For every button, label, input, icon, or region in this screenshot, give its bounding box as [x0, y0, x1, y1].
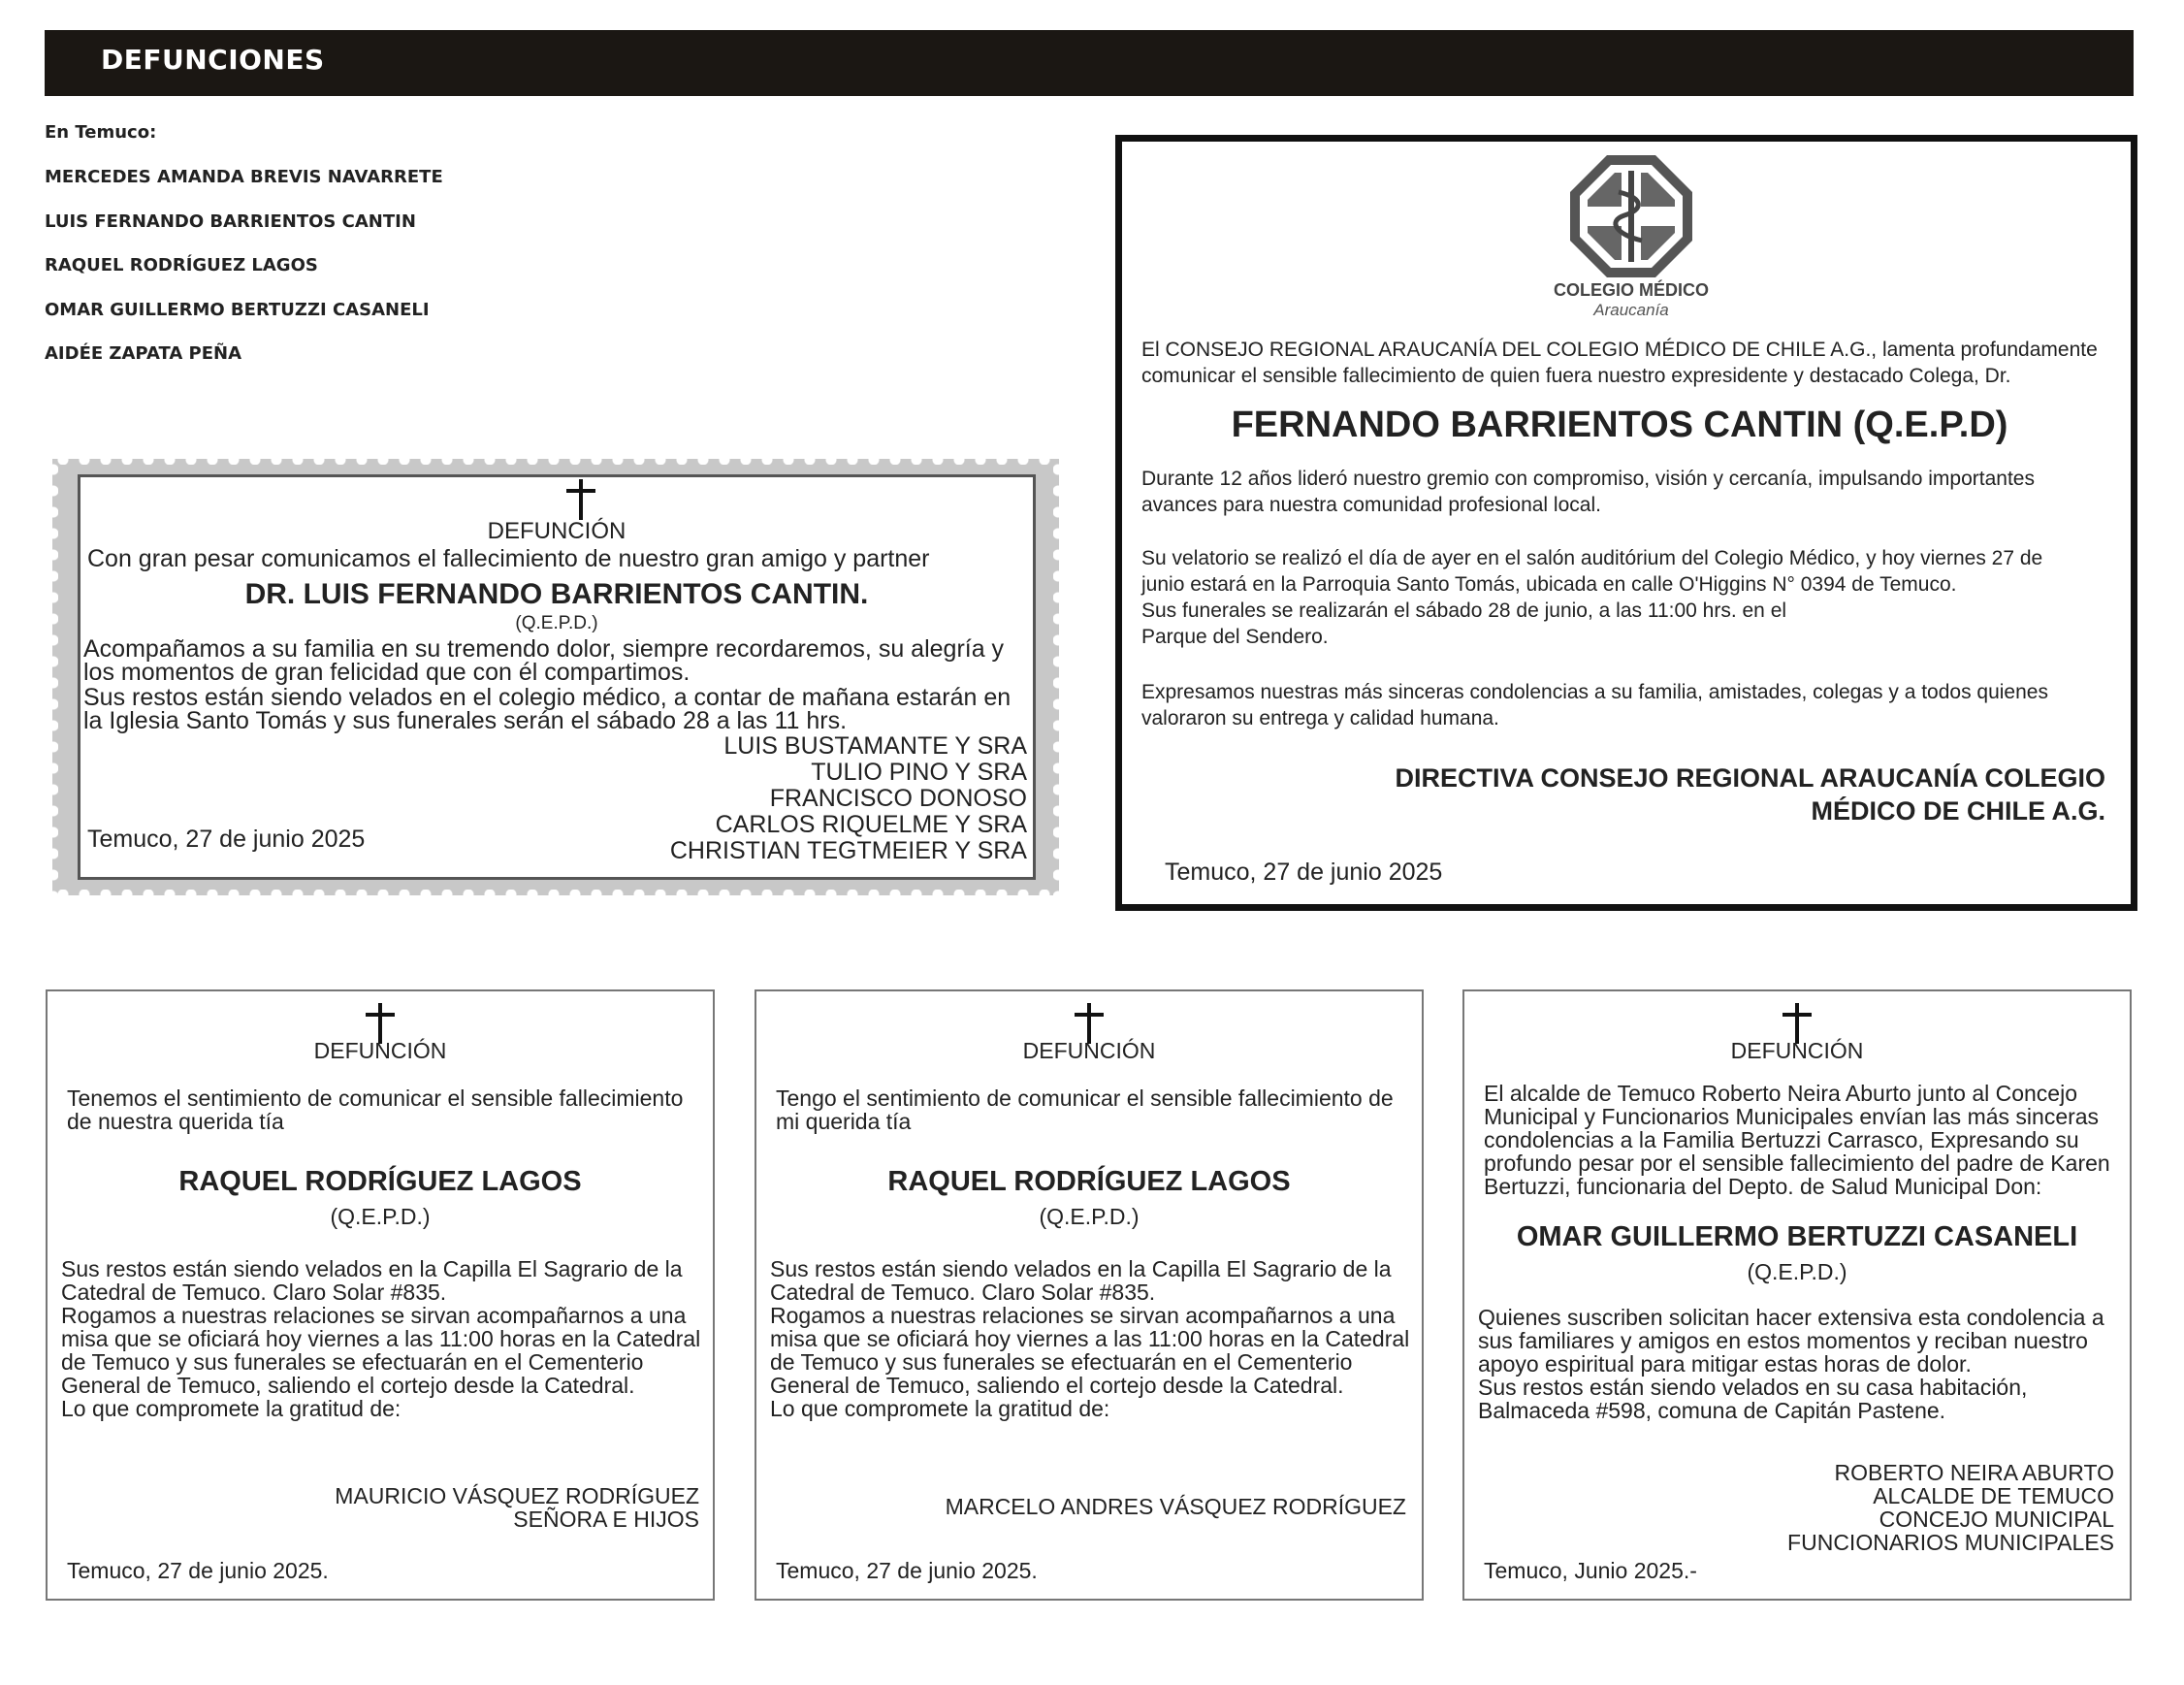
paragraph-line: Durante 12 años lideró nuestro gremio con compromiso, visión y cercanía, impulsando importantes: [1141, 468, 2035, 490]
paragraph-line: Parque del Sendero.: [1141, 626, 1329, 648]
notice-body-line: Sus restos están siendo velados en la Capilla El Sagrario de la: [770, 1256, 1392, 1281]
qepd-label: (Q.E.P.D.): [1747, 1259, 1847, 1284]
signature-line: DIRECTIVA CONSEJO REGIONAL ARAUCANÍA COLEGIO: [1395, 763, 2105, 793]
signer: ROBERTO NEIRA ABURTO: [1834, 1460, 2114, 1485]
notice-intro: Municipal y Funcionarios Municipales envían las más sinceras: [1484, 1104, 2100, 1129]
city-label: En Temuco:: [45, 122, 157, 143]
notice-date: Temuco, Junio 2025.-: [1484, 1558, 1697, 1583]
cross-icon: [566, 479, 595, 520]
paragraph-line: Expresamos nuestras más sinceras condolencias a su familia, amistades, colegas y a todos quienes: [1141, 681, 2048, 703]
notice-intro: Bertuzzi, funcionaria del Depto. de Salud Municipal Don:: [1484, 1174, 2042, 1199]
notice-label: DEFUNCIÓN: [487, 518, 626, 544]
notice-date: Temuco, 27 de junio 2025.: [776, 1558, 1038, 1583]
notice-label: DEFUNCIÓN: [313, 1038, 447, 1063]
qepd-label: (Q.E.P.D.): [515, 613, 598, 633]
paragraph-line: Su velatorio se realizó el día de ayer en el salón auditórium del Colegio Médico, y hoy viernes 27 de: [1141, 547, 2043, 569]
deceased-name: RAQUEL RODRÍGUEZ LAGOS: [178, 1166, 582, 1197]
colegio-medico-logo: [1568, 153, 1694, 279]
notice-intro: condolencias a la Familia Bertuzzi Carrasco, Expresando su: [1484, 1127, 2079, 1152]
signer: MARCELO ANDRES VÁSQUEZ RODRÍGUEZ: [945, 1494, 1406, 1519]
notice-label: DEFUNCIÓN: [1730, 1038, 1864, 1063]
section-title: DEFUNCIONES: [101, 44, 325, 76]
paragraph-line: junio estará en la Parroquia Santo Tomás, ubicada en calle O'Higgins N° 0394 de Temuco.: [1141, 573, 1957, 596]
notice-intro: profundo pesar por el sensible fallecimiento del padre de Karen: [1484, 1150, 2110, 1176]
notice-intro: mi querida tía: [776, 1109, 912, 1134]
stamp-edge: [48, 459, 58, 895]
notice-body-line: Catedral de Temuco. Claro Solar #835.: [61, 1280, 447, 1305]
signer: FUNCIONARIOS MUNICIPALES: [1787, 1530, 2114, 1555]
deceased-name: DR. LUIS FERNANDO BARRIENTOS CANTIN.: [244, 578, 869, 610]
notice-body-line: Balmaceda #598, comuna de Capitán Pastene.: [1478, 1398, 1946, 1423]
signer: ALCALDE DE TEMUCO: [1873, 1483, 2114, 1508]
notice-body-line: apoyo espiritual para mitigar estas horas de dolor.: [1478, 1351, 1972, 1377]
list-item: OMAR GUILLERMO BERTUZZI CASANELI: [45, 299, 430, 320]
paragraph-line: Sus funerales se realizarán el sábado 28 de junio, a las 11:00 hrs. en el: [1141, 599, 1787, 622]
paragraph-line: valoraron su entrega y calidad humana.: [1141, 707, 1499, 729]
notice-body-line: Sus restos están siendo velados en la Capilla El Sagrario de la: [61, 1256, 683, 1281]
notice-intro: El alcalde de Temuco Roberto Neira Aburto junto al Concejo: [1484, 1081, 2077, 1106]
qepd-label: (Q.E.P.D.): [1039, 1204, 1140, 1229]
notice-intro: comunicar el sensible fallecimiento de quien fuera nuestro expresidente y destacado Colega, Dr.: [1141, 365, 2011, 387]
signer: TULIO PINO Y SRA: [811, 759, 1027, 786]
signer: CONCEJO MUNICIPAL: [1879, 1507, 2114, 1532]
logo-title: COLEGIO MÉDICO: [1553, 280, 1709, 300]
notice-body-line: la Iglesia Santo Tomás y sus funerales serán el sábado 28 a las 11 hrs.: [83, 707, 848, 734]
paragraph-line: avances para nuestra comunidad profesional local.: [1141, 494, 1601, 516]
notice-intro: Tenemos el sentimiento de comunicar el sensible fallecimiento: [67, 1086, 684, 1111]
notice-body-line: Lo que compromete la gratitud de:: [61, 1396, 401, 1421]
list-item: MERCEDES AMANDA BREVIS NAVARRETE: [45, 167, 443, 187]
signer: CHRISTIAN TEGTMEIER Y SRA: [669, 837, 1027, 864]
notice-body-line: General de Temuco, saliendo el cortejo desde la Catedral.: [61, 1373, 635, 1398]
signer: CARLOS RIQUELME Y SRA: [715, 811, 1027, 838]
qepd-label: (Q.E.P.D.): [330, 1204, 431, 1229]
notice-date: Temuco, 27 de junio 2025.: [67, 1558, 329, 1583]
notice-body-line: misa que se oficiará hoy viernes a las 11:00 horas en la Catedral: [770, 1326, 1410, 1351]
notice-body-line: de Temuco y sus funerales se efectuarán en el Cementerio: [61, 1349, 644, 1375]
obituary-notice-raquel-2: [755, 989, 1424, 1601]
deceased-name: OMAR GUILLERMO BERTUZZI CASANELI: [1516, 1221, 2078, 1252]
notice-body-line: Quienes suscriben solicitan hacer extensiva esta condolencia a: [1478, 1305, 2104, 1330]
logo-subtitle: Araucanía: [1593, 301, 1669, 319]
section-header-bar: [45, 30, 2134, 96]
obituary-notice-bertuzzi: [1462, 989, 2132, 1601]
signer: FRANCISCO DONOSO: [769, 785, 1027, 812]
signer: MAURICIO VÁSQUEZ RODRÍGUEZ: [335, 1483, 699, 1508]
notice-body-line: Lo que compromete la gratitud de:: [770, 1396, 1110, 1421]
notice-body-line: sus familiares y amigos en estos momentos y reciban nuestro: [1478, 1328, 2088, 1353]
deceased-name: RAQUEL RODRÍGUEZ LAGOS: [887, 1166, 1291, 1197]
notice-body-line: Sus restos están siendo velados en su casa habitación,: [1478, 1375, 2028, 1400]
signer: SEÑORA E HIJOS: [513, 1507, 699, 1532]
list-item: LUIS FERNANDO BARRIENTOS CANTIN: [45, 211, 416, 232]
notice-label: DEFUNCIÓN: [1022, 1038, 1156, 1063]
notice-body-line: Acompañamos a su familia en su tremendo dolor, siempre recordaremos, su alegría y: [83, 635, 1005, 663]
notice-frame: [78, 474, 1036, 880]
notice-body-line: General de Temuco, saliendo el cortejo desde la Catedral.: [770, 1373, 1344, 1398]
stamp-edge: [1053, 459, 1063, 895]
list-item: RAQUEL RODRÍGUEZ LAGOS: [45, 255, 318, 275]
notice-body-line: misa que se oficiará hoy viernes a las 11:00 horas en la Catedral: [61, 1326, 701, 1351]
notice-date: Temuco, 27 de junio 2025: [1165, 859, 1443, 886]
notice-body-line: de Temuco y sus funerales se efectuarán en el Cementerio: [770, 1349, 1353, 1375]
signature-line: MÉDICO DE CHILE A.G.: [1811, 796, 2105, 826]
notice-intro: de nuestra querida tía: [67, 1109, 284, 1134]
notice-body-line: Rogamos a nuestras relaciones se sirvan acompañarnos a una: [61, 1303, 687, 1328]
notice-date: Temuco, 27 de junio 2025: [87, 826, 366, 853]
notice-intro: El CONSEJO REGIONAL ARAUCANÍA DEL COLEGIO MÉDICO DE CHILE A.G., lamenta profundamente: [1141, 339, 2098, 361]
obituary-notice-stamp: [52, 459, 1059, 895]
notice-body-line: Sus restos están siendo velados en el colegio médico, a contar de mañana estarán en: [83, 684, 1012, 711]
notice-intro: Tengo el sentimiento de comunicar el sensible fallecimiento de: [776, 1086, 1394, 1111]
notice-intro: Con gran pesar comunicamos el fallecimiento de nuestro gran amigo y partner: [87, 545, 930, 572]
deceased-list: [45, 167, 443, 388]
signer: LUIS BUSTAMANTE Y SRA: [723, 732, 1027, 760]
notice-body-line: Rogamos a nuestras relaciones se sirvan acompañarnos a una: [770, 1303, 1396, 1328]
obituary-notice-raquel-1: [46, 989, 715, 1601]
obituary-notice-colegio-medico: [1115, 135, 2137, 911]
notice-body-line: Catedral de Temuco. Claro Solar #835.: [770, 1280, 1156, 1305]
deceased-name: FERNANDO BARRIENTOS CANTIN (Q.E.P.D): [1231, 405, 2008, 445]
list-item: AIDÉE ZAPATA PEÑA: [45, 343, 242, 364]
notice-body-line: los momentos de gran felicidad que con él compartimos.: [83, 659, 691, 686]
